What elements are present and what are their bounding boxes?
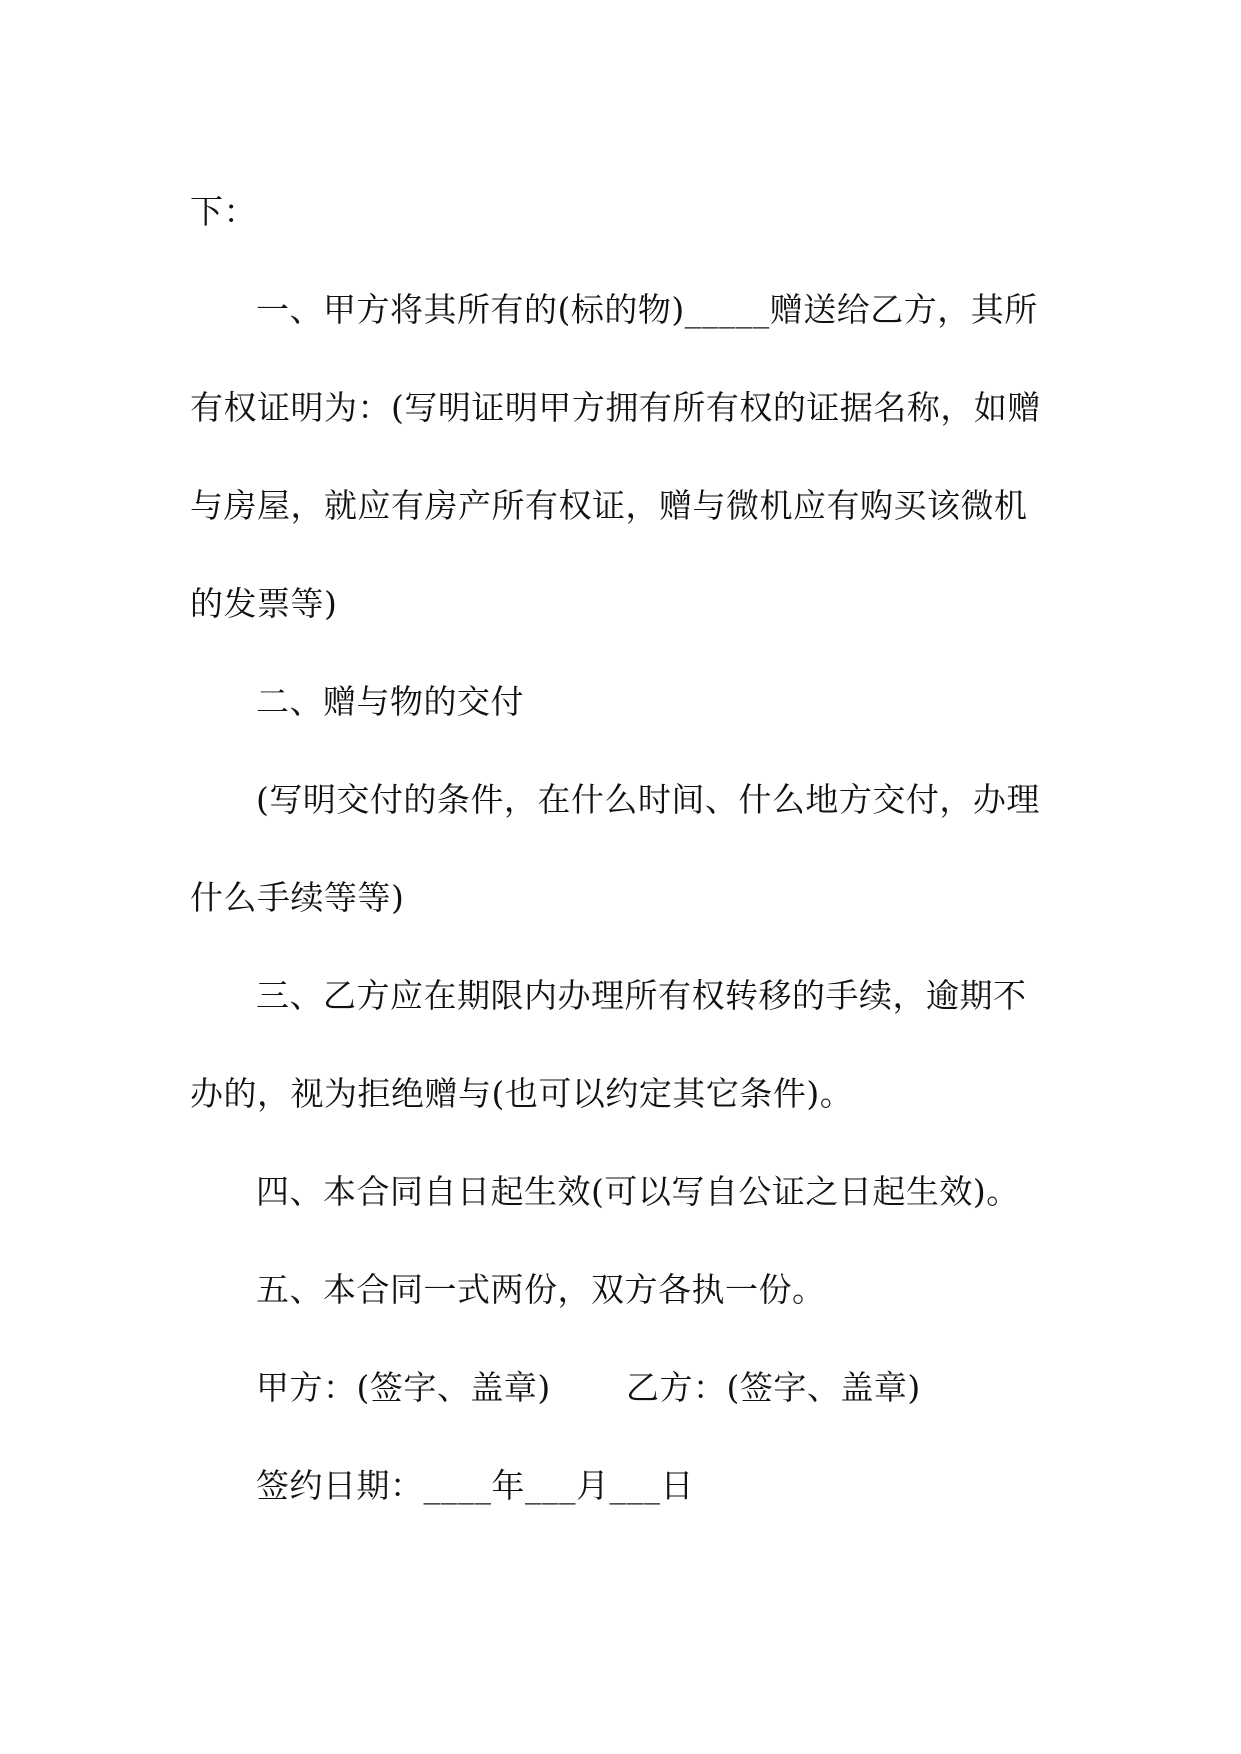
party-b-signature: 乙方：(签字、盖章)	[626, 1368, 921, 1407]
contract-body	[190, 163, 1050, 1535]
text-line: 办的，视为拒绝赠与(也可以约定其它条件)。	[190, 1074, 854, 1113]
text-line: 有权证明为：(写明证明甲方拥有所有权的证据名称，如赠	[190, 388, 1041, 427]
clause-2-delivery: 二、赠与物的交付	[256, 682, 524, 721]
clause-4-effective: 四、本合同自日起生效(可以写自公证之日起生效)。	[256, 1172, 1020, 1211]
text-line: 什么手续等等)	[190, 878, 405, 917]
sign-date: 签约日期：____年___月___日	[256, 1466, 694, 1505]
party-a-signature: 甲方：(签字、盖章)	[256, 1368, 551, 1407]
clause-5-copies: 五、本合同一式两份，双方各执一份。	[256, 1270, 826, 1309]
clause-3-transfer: 三、乙方应在期限内办理所有权转移的手续，逾期不	[256, 976, 1027, 1015]
text-line: 的发票等)	[190, 584, 338, 623]
signature-line	[190, 1339, 1050, 1437]
text-line: (写明交付的条件，在什么时间、什么地方交付，办理	[256, 780, 1040, 819]
text-line: 下：	[190, 192, 257, 231]
clause-1-gift-object: 一、甲方将其所有的(标的物)_____赠送给乙方，其所	[256, 290, 1038, 329]
text-line: 与房屋，就应有房产所有权证，赠与微机应有购买该微机	[190, 486, 1028, 525]
